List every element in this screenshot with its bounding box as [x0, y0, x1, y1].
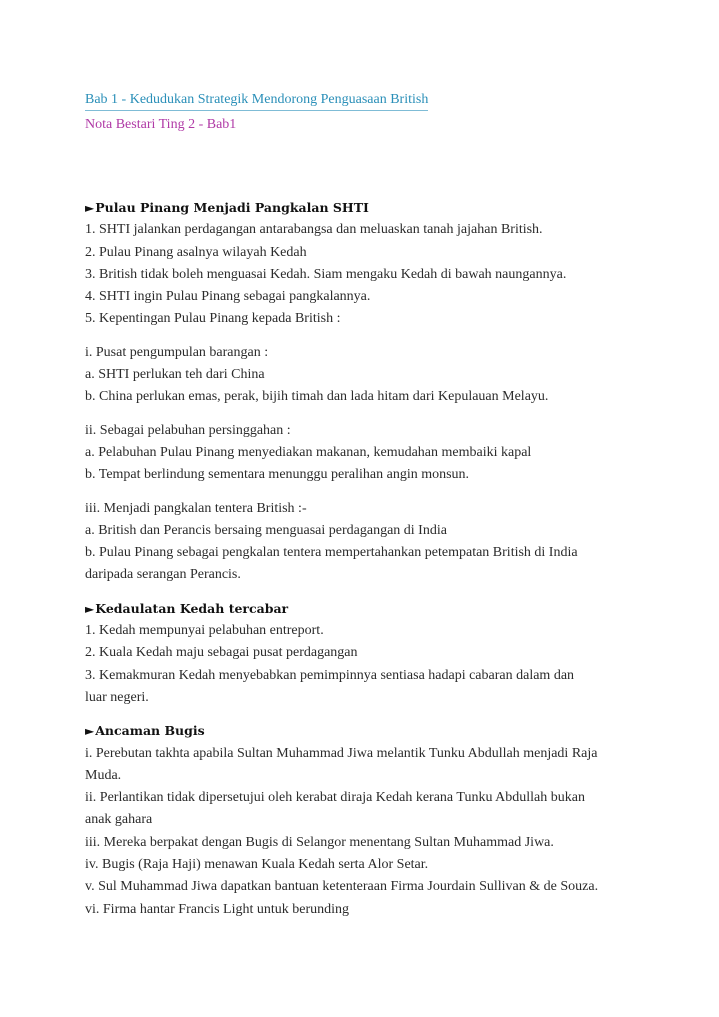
- spacer: [85, 409, 645, 420]
- section-heading-text: Ancaman Bugis: [95, 723, 205, 739]
- list-item: 3. British tidak boleh menguasai Kedah. Siam mengaku Kedah di bawah naungannya.: [85, 266, 567, 282]
- list-item: Muda.: [85, 767, 122, 783]
- spacer: [85, 709, 645, 720]
- arrow-marker-icon: ►: [85, 601, 95, 616]
- list-item: 4. SHTI ingin Pulau Pinang sebagai pangkalannya.: [85, 289, 371, 305]
- document-body: [85, 197, 645, 921]
- list-item: daripada serangan Perancis.: [85, 567, 241, 583]
- list-item: ii. Perlantikan tidak dipersetujui oleh kerabat diraja Kedah kerana Tunku Abdullah bukan: [85, 790, 585, 806]
- arrow-marker-icon: ►: [85, 724, 95, 739]
- sub-heading: i. Pusat pengumpulan barangan :: [85, 344, 269, 360]
- section-heading-kedaulatan-kedah: [85, 598, 645, 620]
- spacer: [85, 487, 645, 498]
- sub-heading: iii. Menjadi pangkalan tentera British :-: [85, 500, 307, 516]
- list-item: a. British dan Perancis bersaing menguasai perdagangan di India: [85, 522, 447, 538]
- list-item: a. SHTI perlukan teh dari China: [85, 367, 265, 383]
- list-item: a. Pelabuhan Pulau Pinang menyediakan makanan, kemudahan membaiki kapal: [85, 444, 532, 460]
- section-heading-text: Kedaulatan Kedah tercabar: [95, 600, 289, 616]
- list-item: 5. Kepentingan Pulau Pinang kepada British :: [85, 311, 341, 327]
- list-item: 2. Pulau Pinang asalnya wilayah Kedah: [85, 244, 307, 260]
- list-item: luar negeri.: [85, 689, 149, 705]
- list-item: 3. Kemakmuran Kedah menyebabkan pemimpinnya sentiasa hadapi cabaran dalam dan: [85, 667, 575, 683]
- list-item: v. Sul Muhammad Jiwa dapatkan bantuan ketenteraan Firma Jourdain Sullivan & de Souza.: [85, 879, 599, 895]
- spacer: [85, 331, 645, 342]
- list-item: b. China perlukan emas, perak, bijih timah dan lada hitam dari Kepulauan Melayu.: [85, 389, 549, 405]
- section-heading-ancaman-bugis: [85, 720, 645, 742]
- list-item: 2. Kuala Kedah maju sebagai pusat perdagangan: [85, 645, 358, 661]
- list-item: b. Tempat berlindung sementara menunggu peralihan angin monsun.: [85, 467, 470, 483]
- document-subtitle: Nota Bestari Ting 2 - Bab1: [85, 117, 237, 132]
- spacer: [85, 587, 645, 598]
- list-item: vi. Firma hantar Francis Light untuk berunding: [85, 901, 350, 917]
- list-item: 1. Kedah mempunyai pelabuhan entreport.: [85, 623, 324, 639]
- document-header: [85, 88, 485, 134]
- list-item: 1. SHTI jalankan perdagangan antarabangsa dan meluaskan tanah jajahan British.: [85, 222, 543, 238]
- list-item: iii. Mereka berpakat dengan Bugis di Selangor menentang Sultan Muhammad Jiwa.: [85, 834, 554, 850]
- list-item: iv. Bugis (Raja Haji) menawan Kuala Kedah serta Alor Setar.: [85, 857, 429, 873]
- list-item: anak gahara: [85, 812, 153, 828]
- arrow-marker-icon: ►: [85, 201, 95, 215]
- section-heading-text: Pulau Pinang Menjadi Pangkalan SHTI: [95, 200, 369, 215]
- list-item: b. Pulau Pinang sebagai pengkalan tentera mempertahankan petempatan British di India: [85, 545, 578, 561]
- sub-heading: ii. Sebagai pelabuhan persinggahan :: [85, 422, 291, 438]
- section-heading-pulau-pinang: [85, 197, 645, 219]
- chapter-title-link[interactable]: Bab 1 - Kedudukan Strategik Mendorong Penguasaan British: [85, 91, 428, 111]
- list-item: i. Perebutan takhta apabila Sultan Muhammad Jiwa melantik Tunku Abdullah menjadi Raja: [85, 745, 598, 761]
